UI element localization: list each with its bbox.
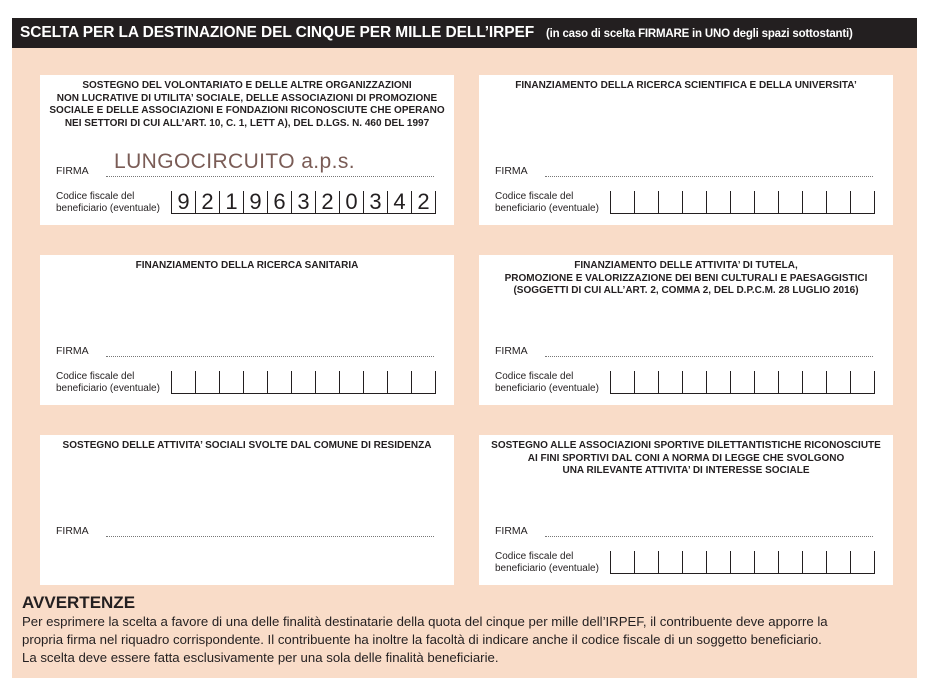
codice-fiscale-field[interactable]	[171, 371, 436, 394]
codice-fiscale-label	[495, 191, 599, 215]
codice-fiscale-digit[interactable]	[851, 371, 875, 393]
box-title	[479, 80, 893, 93]
firma-label: FIRMA	[495, 345, 528, 357]
codice-fiscale-digit[interactable]	[755, 191, 779, 213]
codice-fiscale-digit[interactable]	[388, 371, 412, 393]
codice-fiscale-digit[interactable]	[707, 371, 731, 393]
codice-fiscale-digit[interactable]: 9	[172, 191, 196, 213]
codice-fiscale-digit[interactable]	[731, 371, 755, 393]
firma-signature-field[interactable]	[545, 536, 873, 537]
codice-fiscale-digit[interactable]	[316, 371, 340, 393]
avvertenze-line: propria firma nel riquadro corrispondente. Il contribuente ha inoltre la facoltà di indicare anche il codice fiscale di un soggetto beneficiario.	[22, 632, 822, 647]
firma-signature-field[interactable]	[106, 356, 434, 357]
codice-fiscale-label-line: Codice fiscale del	[495, 551, 574, 562]
codice-fiscale-digit[interactable]	[779, 191, 803, 213]
codice-fiscale-digit[interactable]	[683, 371, 707, 393]
codice-fiscale-digit[interactable]: 3	[292, 191, 316, 213]
codice-fiscale-digit[interactable]	[292, 371, 316, 393]
header-title: SCELTA PER LA DESTINAZIONE DEL CINQUE PER MILLE DELL’IRPEF	[20, 24, 535, 41]
firma-label: FIRMA	[56, 345, 89, 357]
codice-fiscale-digit[interactable]	[635, 191, 659, 213]
codice-fiscale-digit[interactable]	[827, 191, 851, 213]
box-title	[40, 80, 454, 130]
codice-fiscale-label-line: beneficiario (eventuale)	[56, 383, 160, 394]
choice-box-ricerca-sanitaria	[40, 255, 454, 405]
avvertenze-section	[22, 593, 912, 667]
firma-signature-value: LUNGOCIRCUITO a.p.s.	[114, 150, 355, 173]
box-title	[479, 440, 893, 478]
box-title-line: SOSTEGNO DELLE ATTIVITA’ SOCIALI SVOLTE DAL COMUNE DI RESIDENZA	[62, 440, 432, 451]
codice-fiscale-digit[interactable]	[412, 371, 436, 393]
box-title-line: NON LUCRATIVE DI UTILITA’ SOCIALE, DELLE ASSOCIAZIONI DI PROMOZIONE	[56, 92, 438, 104]
box-title-line: UNA RILEVANTE ATTIVITA’ DI INTERESSE SOCIALE	[562, 465, 810, 476]
choice-box-volontariato	[40, 75, 454, 225]
codice-fiscale-digit[interactable]	[611, 551, 635, 573]
codice-fiscale-digit[interactable]	[683, 551, 707, 573]
codice-fiscale-digit[interactable]	[803, 191, 827, 213]
firma-signature-field[interactable]	[106, 176, 434, 177]
codice-fiscale-digit[interactable]	[851, 551, 875, 573]
codice-fiscale-label-line: Codice fiscale del	[56, 191, 135, 202]
box-title-line: NEI SETTORI DI CUI ALL’ART. 10, C. 1, LETT A), DEL D.LGS. N. 460 DEL 1997	[64, 117, 430, 129]
codice-fiscale-field[interactable]	[610, 191, 875, 214]
firma-signature-field[interactable]	[106, 536, 434, 537]
codice-fiscale-digit[interactable]	[659, 191, 683, 213]
firma-signature-field[interactable]	[545, 176, 873, 177]
codice-fiscale-label-line: Codice fiscale del	[56, 371, 135, 382]
codice-fiscale-field[interactable]	[171, 191, 436, 214]
codice-fiscale-digit[interactable]: 2	[412, 191, 436, 213]
avvertenze-heading: AVVERTENZE	[22, 593, 136, 612]
codice-fiscale-digit[interactable]	[779, 371, 803, 393]
codice-fiscale-digit[interactable]	[340, 371, 364, 393]
codice-fiscale-label-line: beneficiario (eventuale)	[495, 563, 599, 574]
codice-fiscale-digit[interactable]	[659, 551, 683, 573]
firma-label: FIRMA	[495, 165, 528, 177]
form-header	[12, 18, 917, 48]
box-title	[40, 260, 454, 273]
codice-fiscale-digit[interactable]	[611, 191, 635, 213]
codice-fiscale-label-line: Codice fiscale del	[495, 191, 574, 202]
codice-fiscale-digit[interactable]	[779, 551, 803, 573]
box-title-line: SOCIALE E DELLE ASSOCIAZIONI E FONDAZIONI RICONOSCIUTE CHE OPERANO	[49, 105, 445, 116]
cinque-per-mille-form	[12, 18, 917, 678]
codice-fiscale-label	[56, 191, 160, 215]
codice-fiscale-digit[interactable]	[707, 191, 731, 213]
box-title	[479, 260, 893, 298]
codice-fiscale-digit[interactable]	[827, 371, 851, 393]
choice-box-comune-residenza	[40, 435, 454, 585]
avvertenze-line: Per esprimere la scelta a favore di una delle finalità destinatarie della quota del cinque per mille dell’IRPEF, il contribuente deve apporre la	[22, 614, 828, 629]
firma-label: FIRMA	[495, 525, 528, 537]
choice-box-ricerca-scientifica	[479, 75, 893, 225]
codice-fiscale-digit[interactable]	[731, 551, 755, 573]
codice-fiscale-digit[interactable]	[172, 371, 196, 393]
box-title-line: FINANZIAMENTO DELLE ATTIVITA’ DI TUTELA,	[574, 260, 798, 271]
codice-fiscale-digit[interactable]: 9	[244, 191, 268, 213]
box-title-line: SOSTEGNO DEL VOLONTARIATO E DELLE ALTRE ORGANIZZAZIONI	[82, 80, 412, 91]
codice-fiscale-label	[495, 551, 599, 575]
codice-fiscale-digit[interactable]	[635, 551, 659, 573]
codice-fiscale-digit[interactable]	[268, 371, 292, 393]
codice-fiscale-digit[interactable]	[244, 371, 268, 393]
header-subtitle: (in caso di scelta FIRMARE in UNO degli spazi sottostanti)	[546, 28, 853, 40]
choice-box-beni-culturali	[479, 255, 893, 405]
codice-fiscale-digit[interactable]: 6	[268, 191, 292, 213]
codice-fiscale-digit[interactable]	[707, 551, 731, 573]
box-title-line: FINANZIAMENTO DELLA RICERCA SCIENTIFICA E DELLA UNIVERSITA’	[515, 80, 857, 91]
codice-fiscale-label	[56, 371, 160, 395]
avvertenze-text	[22, 613, 912, 667]
box-title-line: SOSTEGNO ALLE ASSOCIAZIONI SPORTIVE DILETTANTISTICHE RICONOSCIUTE	[491, 440, 881, 451]
codice-fiscale-digit[interactable]	[827, 551, 851, 573]
codice-fiscale-digit[interactable]	[659, 371, 683, 393]
firma-label: FIRMA	[56, 165, 89, 177]
codice-fiscale-digit[interactable]	[611, 371, 635, 393]
box-title	[40, 440, 454, 453]
codice-fiscale-digit[interactable]	[196, 371, 220, 393]
codice-fiscale-field[interactable]	[610, 551, 875, 574]
codice-fiscale-label-line: beneficiario (eventuale)	[495, 203, 599, 214]
codice-fiscale-digit[interactable]	[803, 551, 827, 573]
codice-fiscale-digit[interactable]: 3	[364, 191, 388, 213]
codice-fiscale-digit[interactable]	[635, 371, 659, 393]
box-title-line: AI FINI SPORTIVI DAL CONI A NORMA DI LEGGE CHE SVOLGONO	[527, 452, 845, 464]
codice-fiscale-digit[interactable]	[220, 371, 244, 393]
codice-fiscale-digit[interactable]: 2	[196, 191, 220, 213]
codice-fiscale-label	[495, 371, 599, 395]
codice-fiscale-digit[interactable]	[364, 371, 388, 393]
box-title-line: PROMOZIONE E VALORIZZAZIONE DEI BENI CULTURALI E PAESAGGISTICI	[504, 272, 868, 284]
avvertenze-line: La scelta deve essere fatta esclusivamente per una sola delle finalità beneficiarie.	[22, 650, 499, 665]
codice-fiscale-label-line: beneficiario (eventuale)	[495, 383, 599, 394]
firma-signature-field[interactable]	[545, 356, 873, 357]
codice-fiscale-digit[interactable]	[755, 551, 779, 573]
codice-fiscale-field[interactable]	[610, 371, 875, 394]
codice-fiscale-digit[interactable]	[803, 371, 827, 393]
codice-fiscale-label-line: beneficiario (eventuale)	[56, 203, 160, 214]
firma-label: FIRMA	[56, 525, 89, 537]
codice-fiscale-digit[interactable]	[755, 371, 779, 393]
codice-fiscale-digit[interactable]	[851, 191, 875, 213]
box-title-line: FINANZIAMENTO DELLA RICERCA SANITARIA	[135, 260, 359, 271]
choice-box-associazioni-sportive	[479, 435, 893, 585]
codice-fiscale-digit[interactable]	[683, 191, 707, 213]
box-title-line: (SOGGETTI DI CUI ALL’ART. 2, COMMA 2, DEL D.P.C.M. 28 LUGLIO 2016)	[513, 285, 859, 296]
codice-fiscale-digit[interactable]: 1	[220, 191, 244, 213]
codice-fiscale-digit[interactable]	[731, 191, 755, 213]
codice-fiscale-digit[interactable]: 2	[316, 191, 340, 213]
codice-fiscale-digit[interactable]: 0	[340, 191, 364, 213]
codice-fiscale-digit[interactable]: 4	[388, 191, 412, 213]
codice-fiscale-label-line: Codice fiscale del	[495, 371, 574, 382]
